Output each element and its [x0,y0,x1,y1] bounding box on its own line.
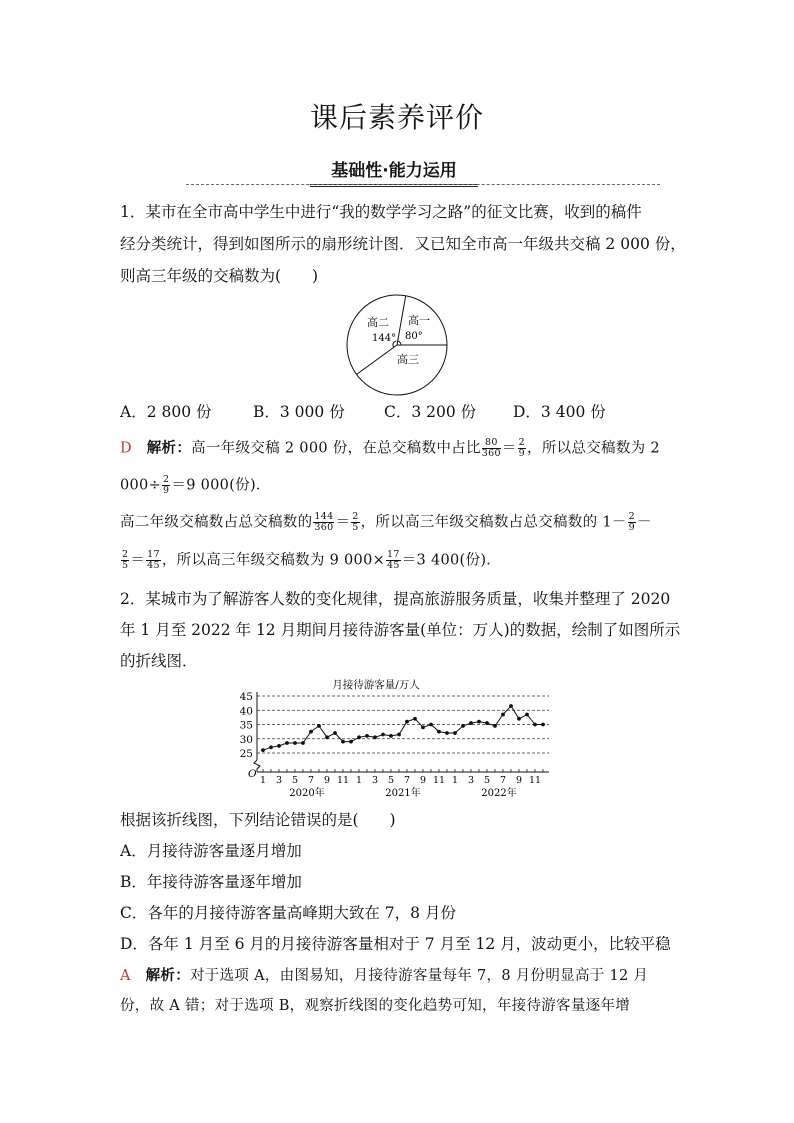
q1-explanation-line-1: D 解析：高一年级交稿 2 000 份，在总交稿数中占比 $\frac{80}{360}$ ＝ $\frac{2}{9}$ ，所以总交稿数为 2 [120,437,660,459]
q1-exp-text: 高一年级交稿 2 000 份，在总交稿数中占比 [191,440,481,457]
data-point [293,741,297,745]
q1-explanation-line-3: 高二年级交稿数占总交稿数的 $\frac{144}{360}$ ＝ $\frac{2}{5}$ ，所以高三年级交稿数占总交稿数的 1－ $\frac{2}{9}$ － [120,511,652,533]
q2-option-c[interactable]: C．各年的月接待游客量高峰期大致在 7，8 月份 [120,904,456,922]
data-point [413,717,417,721]
y-tick-label: 35 [239,719,253,732]
q2-stem-line-2: 年 1 月至 2022 年 12 月期间月接待游客量(单位：万人)的数据，绘制了如图所示 [120,621,681,639]
x-tick-label: 7 [499,775,507,786]
y-tick-label: 25 [239,748,253,760]
q2-option-d[interactable]: D．各年 1 月至 6 月的月接待游客量相对于 7 月至 12 月，波动更小，比较平稳 [120,935,671,953]
pie-label-144: 144° [372,333,397,344]
x-tick-label: 5 [483,775,491,786]
fraction-80-360: $\frac{80}{360}$ [481,437,501,459]
data-point [509,704,513,708]
fraction-144-360: $\frac{144}{360}$ [314,511,334,533]
data-point [365,734,369,738]
q2-explanation-line-1 [120,966,676,986]
data-point [421,725,425,729]
x-tick-label: 9 [419,775,427,786]
y-tick-label: 45 [239,691,253,703]
data-point [397,733,401,737]
q2-option-a[interactable]: A．月接待游客量逐月增加 [120,842,302,860]
y-tick-label: 40 [239,705,253,718]
data-point [301,741,305,745]
x-tick-label: 11 [528,775,542,786]
y-tick-label: 30 [239,733,253,746]
data-point [309,730,313,734]
data-point [429,723,433,727]
fraction-17-45: $\frac{17}{45}$ [387,549,400,571]
x-tick-label: 9 [323,775,331,786]
fraction-2-5: $\frac{2}{5}$ [122,549,129,571]
section-tag: 基础性·能力运用 [310,158,478,187]
q2-stem-line-1: 2．某城市为了解游客人数的变化规律，提高旅游服务质量，收集并整理了 2020 [120,590,671,608]
q2-exp-text: 对于选项 A，由图易知，月接待游客量每年 7，8 月份明显高于 12 月 [190,968,649,984]
fraction-2-9: $\frac{2}{9}$ [628,511,636,533]
series-line [263,706,543,750]
data-point [373,735,377,739]
data-point [469,721,473,725]
q2-answer: A [120,968,131,984]
x-tick-label: 11 [336,775,350,786]
pie-label-gao3: 高三 [397,353,419,366]
dashed-divider [186,184,660,185]
q1-stem-line-2: 经分类统计，得到如图所示的扇形统计图．又已知全市高一年级共交稿 2 000 份， [120,235,686,253]
data-point [349,740,353,744]
pie-angle-arc [398,341,401,345]
data-point [285,741,289,745]
data-point [525,713,529,717]
data-point [357,735,361,739]
pie-label-gao2: 高二 [367,316,389,329]
data-point [333,731,337,735]
x-tick-label: 3 [275,775,283,786]
pie-radius-lower [357,345,397,374]
data-point [405,720,409,724]
q1-option-d[interactable]: D．3 400 份 [513,403,606,421]
x-tick-label: 7 [403,775,411,786]
fraction-2-9: $\frac{2}{9}$ [518,437,526,459]
data-point [501,713,505,717]
q1-option-a[interactable]: A．2 800 份 [120,403,212,421]
x-tick-label: 5 [291,775,299,786]
q1-exp-label: 解析： [146,440,192,457]
data-point [341,740,345,744]
q1-explanation-line-4: $\frac{2}{5}$ ＝ $\frac{17}{45}$ ，所以高三年级交稿数为 9 000× $\frac{17}{45}$ ＝3 400(份)． [122,549,502,571]
q1-explanation-line-2: 000÷ $\frac{2}{9}$ ＝9 000(份)． [120,474,271,496]
pie-label-80: 80° [405,331,423,342]
year-label: 2021年 [385,788,421,799]
q1-options [120,402,676,422]
year-label: 2022年 [481,788,517,799]
pie-label-gao1: 高一 [408,314,430,327]
q2-option-b[interactable]: B．年接待游客量逐年增加 [120,873,302,891]
origin-label: O [248,768,257,780]
page-title: 课后素养评价 [309,101,484,134]
q1-exp-text: ，所以总交稿数为 2 [527,440,660,457]
x-tick-label: 11 [432,775,446,786]
x-tick-label: 1 [355,775,363,786]
q1-option-c[interactable]: C．3 200 份 [384,403,477,421]
q1-stem-line-3: 则高三年级的交稿数为( ) [120,267,319,285]
data-point [261,748,265,752]
x-tick-label: 5 [387,775,395,786]
q2-exp-label: 解析： [145,968,190,984]
data-point [437,730,441,734]
q1-answer: D [120,440,132,457]
x-tick-label: 1 [451,775,459,786]
data-point [381,733,385,737]
fraction-17-45: $\frac{17}{45}$ [147,549,160,571]
x-tick-label: 3 [467,775,475,786]
data-point [317,724,321,728]
q2-stem-line-3: 的折线图． [120,652,198,670]
data-point [269,745,273,749]
data-point [517,717,521,721]
data-point [541,723,545,727]
q1-stem-line-1: 1．某市在全市高中学生中进行“我的数学学习之路”的征文比赛，收到的稿件 [120,203,642,221]
data-point [453,731,457,735]
x-tick-label: 9 [515,775,523,786]
chart-title: 月接待游客量/万人 [332,679,420,691]
data-point [445,731,449,735]
data-point [485,721,489,725]
q1-option-b[interactable]: B．3 000 份 [253,403,345,421]
q2-question: 根据该折线图，下列结论错误的是( ) [120,811,396,829]
data-point [461,724,465,728]
line-chart [226,674,566,802]
x-tick-label: 7 [307,775,315,786]
pie-chart [340,290,460,400]
year-label: 2020年 [289,788,325,799]
fraction-2-5: $\frac{2}{5}$ [352,511,359,533]
x-tick-label: 3 [371,775,379,786]
x-tick-label: 1 [259,775,267,786]
data-point [477,720,481,724]
q2-explanation-line-2: 份，故 A 错；对于选项 B，观察折线图的变化趋势可知，年接待游客量逐年增 [120,998,631,1014]
data-point [277,744,281,748]
data-point [493,724,497,728]
data-point [389,734,393,738]
fraction-2-9: $\frac{2}{9}$ [163,474,170,496]
data-point [533,723,537,727]
data-point [325,735,329,739]
